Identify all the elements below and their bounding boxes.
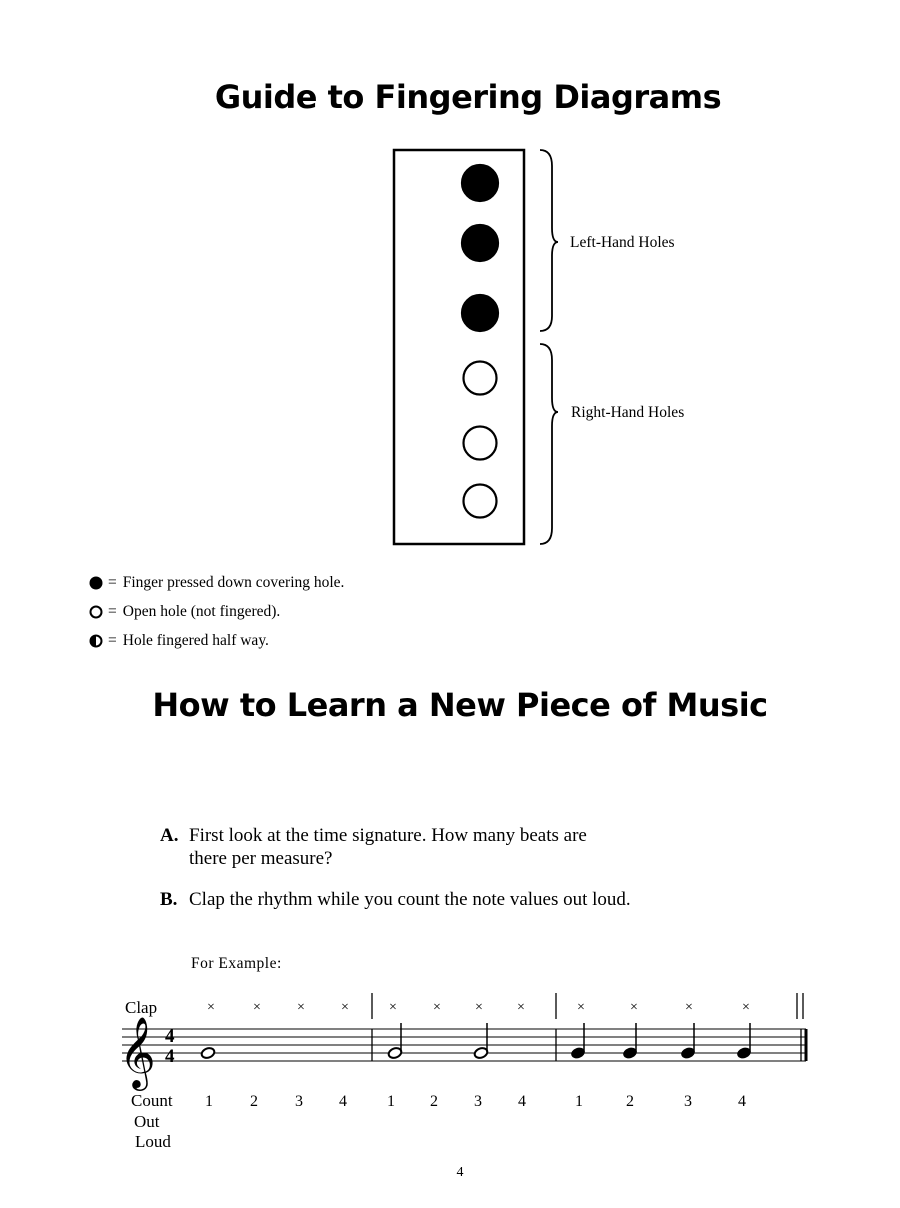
open-hole-icon <box>88 604 104 620</box>
half-hole-icon <box>88 633 104 649</box>
closed-hole <box>462 295 498 331</box>
left-hand-label: Left-Hand Holes <box>570 234 675 251</box>
page-number: 4 <box>456 1165 464 1180</box>
legend-row-closed: = Finger pressed down covering hole. <box>88 574 344 592</box>
step-letter: B. <box>160 889 178 910</box>
half-note <box>387 1023 402 1060</box>
count-number: 2 <box>430 1093 438 1110</box>
clap-mark: × <box>517 1000 525 1015</box>
clap-mark: × <box>577 1000 585 1015</box>
staff <box>122 993 806 1061</box>
count-label-line2: Out <box>134 1112 160 1131</box>
learn-title: How to Learn a New Piece of Music <box>152 686 768 724</box>
step-letter: A. <box>160 825 179 846</box>
quarter-note <box>622 1023 637 1060</box>
whole-note <box>200 1046 215 1059</box>
open-hole <box>464 427 497 460</box>
clap-label: Clap <box>125 998 158 1017</box>
clap-mark: × <box>630 1000 638 1015</box>
closed-hole <box>462 165 498 201</box>
fingering-diagram <box>380 140 580 560</box>
legend-text: Open hole (not fingered). <box>122 603 281 620</box>
count-number: 4 <box>518 1093 526 1110</box>
quarter-note <box>736 1023 751 1060</box>
clap-mark: × <box>297 1000 305 1015</box>
count-number: 2 <box>626 1093 634 1110</box>
legend-text: Hole fingered half way. <box>122 632 269 649</box>
guide-title: Guide to Fingering Diagrams <box>214 78 722 116</box>
count-label-line1: Count <box>131 1091 173 1110</box>
clap-mark: × <box>253 1000 261 1015</box>
step-b: B. Clap the rhythm while you count the note values out loud. <box>160 889 631 910</box>
right-hand-brace <box>540 344 558 544</box>
count-number: 3 <box>295 1093 303 1110</box>
time-signature-top: 4 <box>165 1026 175 1047</box>
recorder-body <box>394 150 524 544</box>
clap-mark: × <box>685 1000 693 1015</box>
time-signature-bottom: 4 <box>165 1046 175 1067</box>
step-a: A. First look at the time signature. How many beats are there per measure? <box>160 825 587 869</box>
closed-hole-icon <box>88 575 104 591</box>
closed-hole <box>462 225 498 261</box>
treble-clef-icon: 𝄞 <box>119 1019 156 1087</box>
count-number: 3 <box>684 1093 692 1110</box>
count-number: 4 <box>738 1093 746 1110</box>
quarter-note <box>570 1023 585 1060</box>
open-hole <box>464 485 497 518</box>
legend-row-half: = Hole fingered half way. <box>88 632 269 650</box>
count-number: 4 <box>339 1093 347 1110</box>
legend-text: Finger pressed down covering hole. <box>122 574 345 591</box>
count-number: 2 <box>250 1093 258 1110</box>
half-note <box>473 1023 488 1060</box>
right-hand-label: Right-Hand Holes <box>571 404 685 421</box>
clap-mark: × <box>433 1000 441 1015</box>
clap-mark: × <box>389 1000 397 1015</box>
count-number: 3 <box>474 1093 482 1110</box>
rhythm-example <box>0 985 900 1160</box>
legend-row-open: = Open hole (not fingered). <box>88 603 280 621</box>
open-hole <box>464 362 497 395</box>
clap-mark: × <box>207 1000 215 1015</box>
count-number: 1 <box>575 1093 583 1110</box>
count-label-line3: Loud <box>135 1132 171 1151</box>
example-label: For Example: <box>191 955 282 972</box>
clap-mark: × <box>742 1000 750 1015</box>
left-hand-brace <box>540 150 558 331</box>
count-number: 1 <box>205 1093 213 1110</box>
quarter-note <box>680 1023 695 1060</box>
count-number: 1 <box>387 1093 395 1110</box>
clap-mark: × <box>341 1000 349 1015</box>
clap-mark: × <box>475 1000 483 1015</box>
